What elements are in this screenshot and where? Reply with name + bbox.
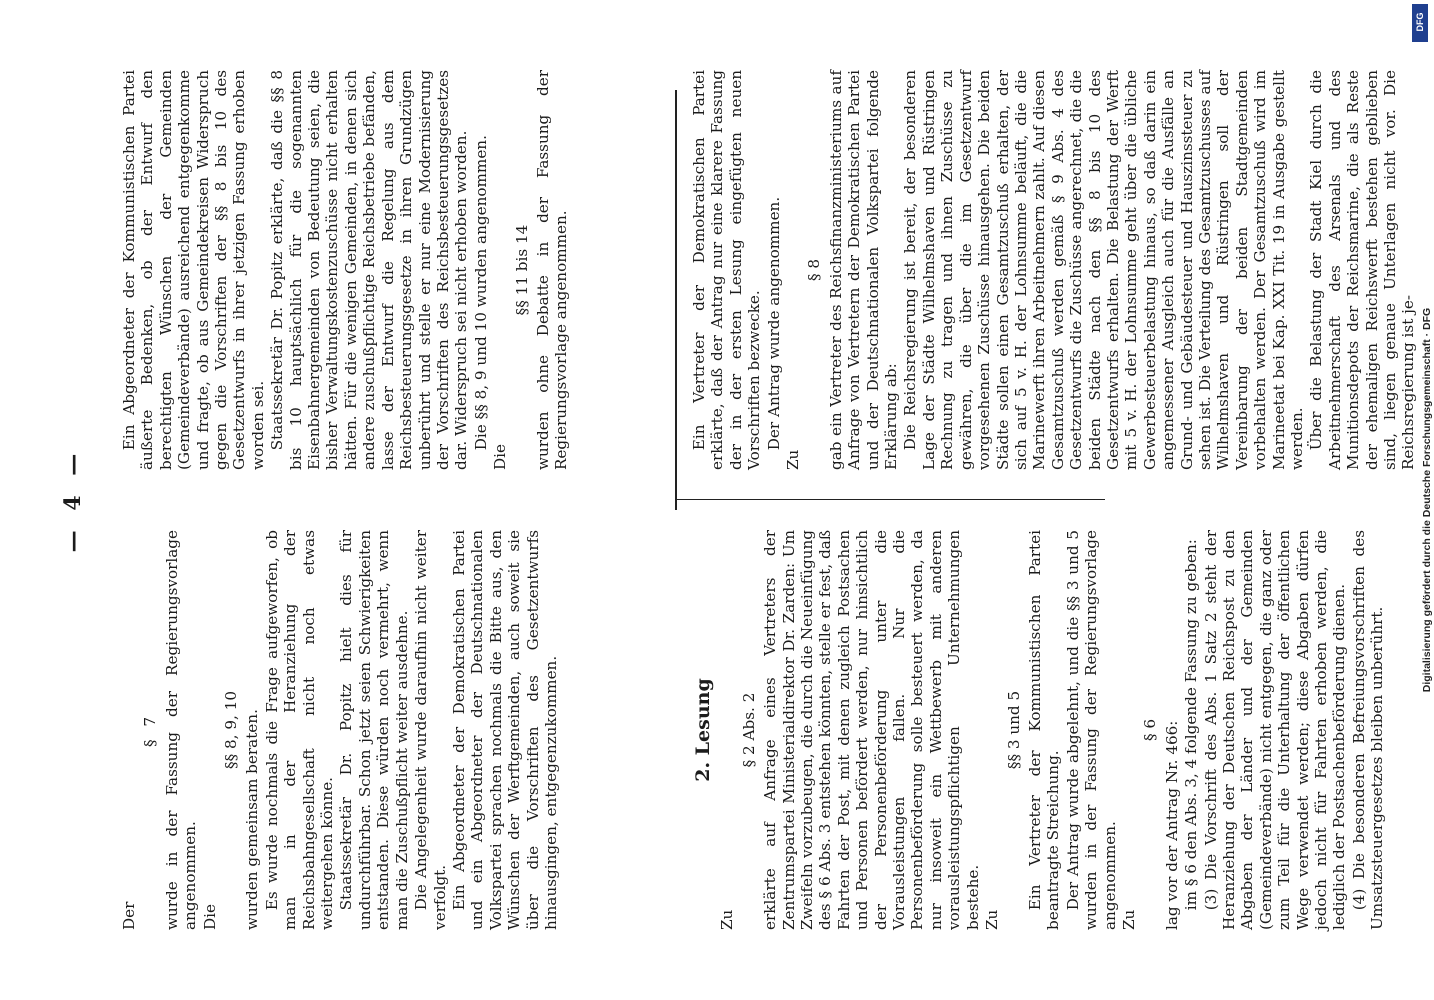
text-line: Der <box>120 901 138 930</box>
paragraph: (4) Die besonderen Befreiungsvorschriften des Umsatzsteuergesetzes bleiben unberührt. <box>1349 530 1387 930</box>
paragraph: Staatssekretär Dr. Popitz erklärte, daß die §§ 8 bis 10 hauptsächlich für die sogenannten Eisenbahnergemeinden von Bedeutung seien, die bisher Verwaltungskostenzuschüsse nicht erhalten hätten. Für die wenigen Gemeinden, in denen sich andere zuschußpflichtige Reichsbetriebe befänden, lasse der Entwurf die Regelung aus dem Reichsbesteuerungsgesetze in ihren Grundzügen unberührt und stelle er nur eine Modernisierung der Vorschriften des Reichsbesteuerungsgesetzes dar. Widerspruch sei nicht erhoben worden. <box>268 70 471 470</box>
paragraph: Die §§ 8, 9 und 10 wurden angenommen. <box>471 135 490 451</box>
paragraph: Die Angelegenheit wurde daraufhin nicht weiter verfolgt. <box>412 530 449 930</box>
divider-rule <box>675 90 677 510</box>
paragraph: Der Antrag wurde abgelehnt, und die §§ 3 und 5 wurden in der Fassung der Regierungsvorlage angenommen. <box>1063 530 1119 930</box>
section-number: § 2 Abs. 2 <box>739 692 758 768</box>
paragraph: Die Reichsregierung ist bereit, der besonderen Lage der Städte Wilhelmshaven und Rüstringen Rechnung zu tragen und ihnen Zuschüsse zu gewähren, die über die im Gesetzentwurf vorgesehenen Zuschüsse hinausgehen. Die beiden Städte sollen einen Gesamtzuschuß erhalten, der sich auf 5 v. H. der Lohnsumme beläuft, die die Marinewerft ihren Arbeitnehmern zahlt. Auf diesen Gesamtzuschuß werden gemäß § 9 Abs. 4 des Gesetzentwurfs die Zuschüsse angerechnet, die die beiden Städte nach den §§ 8 bis 10 des Gesetzentwurfs erhalten. Die Belastung der Werft mit 5 v. H. der Lohnsumme geht über die übliche Gewerbesteuerbelastung hinaus, so daß darin ein angemessener Ausgleich auch für die Ausfälle an Grund- und Gebäudesteuer und Hauszinssteuer zu sehen ist. Die Verteilung des Gesamtzuschusses auf Wilhelmshaven und Rüstringen soll der Vereinbarung der beiden Stadtgemeinden vorbehalten werden. Der Gesamtzuschuß wird im Marineetat bei Kap. XXI Tit. 19 in Ausgabe gestellt werden. <box>901 70 1306 470</box>
amendment-text <box>1202 530 1387 930</box>
column-upper-right <box>120 70 572 470</box>
section-number: § 7 <box>141 712 160 748</box>
paragraph: Es wurde nochmals die Frage aufgeworfen, ob man in der Heranziehung der Reichsbahngesellschaft nicht noch etwas weitergehen könne. <box>262 530 337 930</box>
column-lower-right <box>690 70 1419 470</box>
section-number: § 6 <box>1141 718 1160 742</box>
dfg-logo-text: DFG <box>1415 12 1425 32</box>
paragraph: gab ein Vertreter des Reichsfinanzministeriums auf Anfrage von Vertretern der Demokratischen Partei und der Deutschnationalen Volkspartei folgende Erklärung ab: <box>826 70 901 470</box>
paragraph: Ein Vertreter der Demokratischen Partei erklärte, daß der Antrag nur eine klarere Fassung der in der ersten Lesung eingefügten neuen Vorschriften bezwecke. <box>690 70 764 470</box>
paragraph: Staatssekretär Dr. Popitz hielt dies für undurchführbar. Schon jetzt seien Schwierigkeiten entstanden. Diese würden noch vermehrt, wenn man die Zuschußpflicht weiter ausdehne. <box>337 530 411 930</box>
text-line: lag vor der Antrag Nr. 466: <box>1162 720 1181 930</box>
paragraph: Ein Abgeordneter der Demokratischen Partei und ein Abgeordneter der Deutschnationalen Volkspartei sprachen nochmals die Bitte aus, den Wünschen der Werftgemeinden, auch soweit sie über die Vorschriften des Gesetzentwurfs hinausgingen, entgegenzukommen. <box>449 530 560 930</box>
text-line: im § 6 den Abs. 3, 4 folgende Fassung zu geben: <box>1182 539 1201 911</box>
dfg-logo <box>1412 4 1428 42</box>
paragraph: Über die Belastung der Stadt Kiel durch die Arbeitnehmerschaft des Arsenals und des Munitionsdepots der Reichsmarine, die als Reste der ehemaligen Reichswerft bestehen geblieben sind, liegen genaue Unterlagen nicht vor. Die Reichsregierung ist je- <box>1307 70 1418 470</box>
section-number: §§ 3 und 5 <box>1004 690 1023 770</box>
section-number: § 8 <box>805 258 824 282</box>
column-upper-left <box>120 530 561 930</box>
paragraph: Ein Vertreter der Kommunistischen Partei beantragte Streichung. <box>1025 530 1063 930</box>
text-line: wurden gemeinsam beraten. <box>243 709 262 930</box>
text-line: Zu <box>784 449 803 470</box>
section-number: §§ 11 bis 14 <box>512 224 531 316</box>
text-line: Die <box>200 903 219 930</box>
paragraph: (3) Die Vorschrift des Abs. 1 Satz 2 steht der Heranziehung der Deutschen Reichspost zu den Abgaben der Länder und der Gemeinden (Gemeindeverbände) nicht entgegen, die ganz oder zum Teil für die Unterhaltung der öffentlichen Wege verwendet werden; diese Abgaben dürfen jedoch nicht für Fahrten erhoben werden, die lediglich der Postsachenbeförderung dienen. <box>1201 530 1349 930</box>
section-heading: 2. Lesung <box>692 678 714 782</box>
column-divider <box>675 499 1105 500</box>
digitization-sidebar <box>1408 0 1434 1000</box>
paragraph: Ein Abgeordneter der Kommunistischen Partei äußerte Bedenken, ob der Entwurf den berechtigten Wünschen der Gemeinden (Gemeindeverbände) ausreichend entgegenkomme und fragte, ob aus Gemeindekreisen Widerspruch gegen die Vorschriften der §§ 8 bis 10 des Gesetzentwurfs in ihrer jetzigen Fassung erhoben worden sei. <box>120 70 267 470</box>
text-line: Zu <box>1119 909 1138 930</box>
text-line: wurden ohne Debatte in der Fassung der Regierungsvorlage angenommen. <box>533 70 571 470</box>
paragraph: Der Antrag wurde angenommen. <box>764 196 783 451</box>
page-number: — 4 — <box>60 447 86 553</box>
text-line: wurde in der Fassung der Regierungsvorlage angenommen. <box>162 530 200 930</box>
section-number: §§ 8, 9, 10 <box>222 691 241 769</box>
column-lower-left <box>690 530 1388 930</box>
text-line: Zu <box>983 909 1002 930</box>
digitization-credit: Digitalisierung gefördert durch die Deutsche Forschungsgemeinschaft · DFG <box>1421 307 1433 693</box>
text-line: Zu <box>718 909 737 930</box>
text-line: Die <box>491 443 510 470</box>
paragraph: erklärte auf Anfrage eines Vertreters der Zentrumspartei Ministerialdirektor Dr. Zarden: Um Zweifeln vorzubeugen, die durch die Neueinfügung des § 6 Abs. 3 entstehen könnten, stelle er fest, daß Fahrten der Post, mit denen zugleich Postsachen und Personen befördert werden, nur hinsichtlich der Personenbeförderung unter die Vorausleistungen fallen. Nur die Personenbeförderung solle besteuert werden, da nur insoweit ein Wettbewerb mit anderen vorausleistungspflichtigen Unternehmungen bestehe. <box>761 530 982 930</box>
